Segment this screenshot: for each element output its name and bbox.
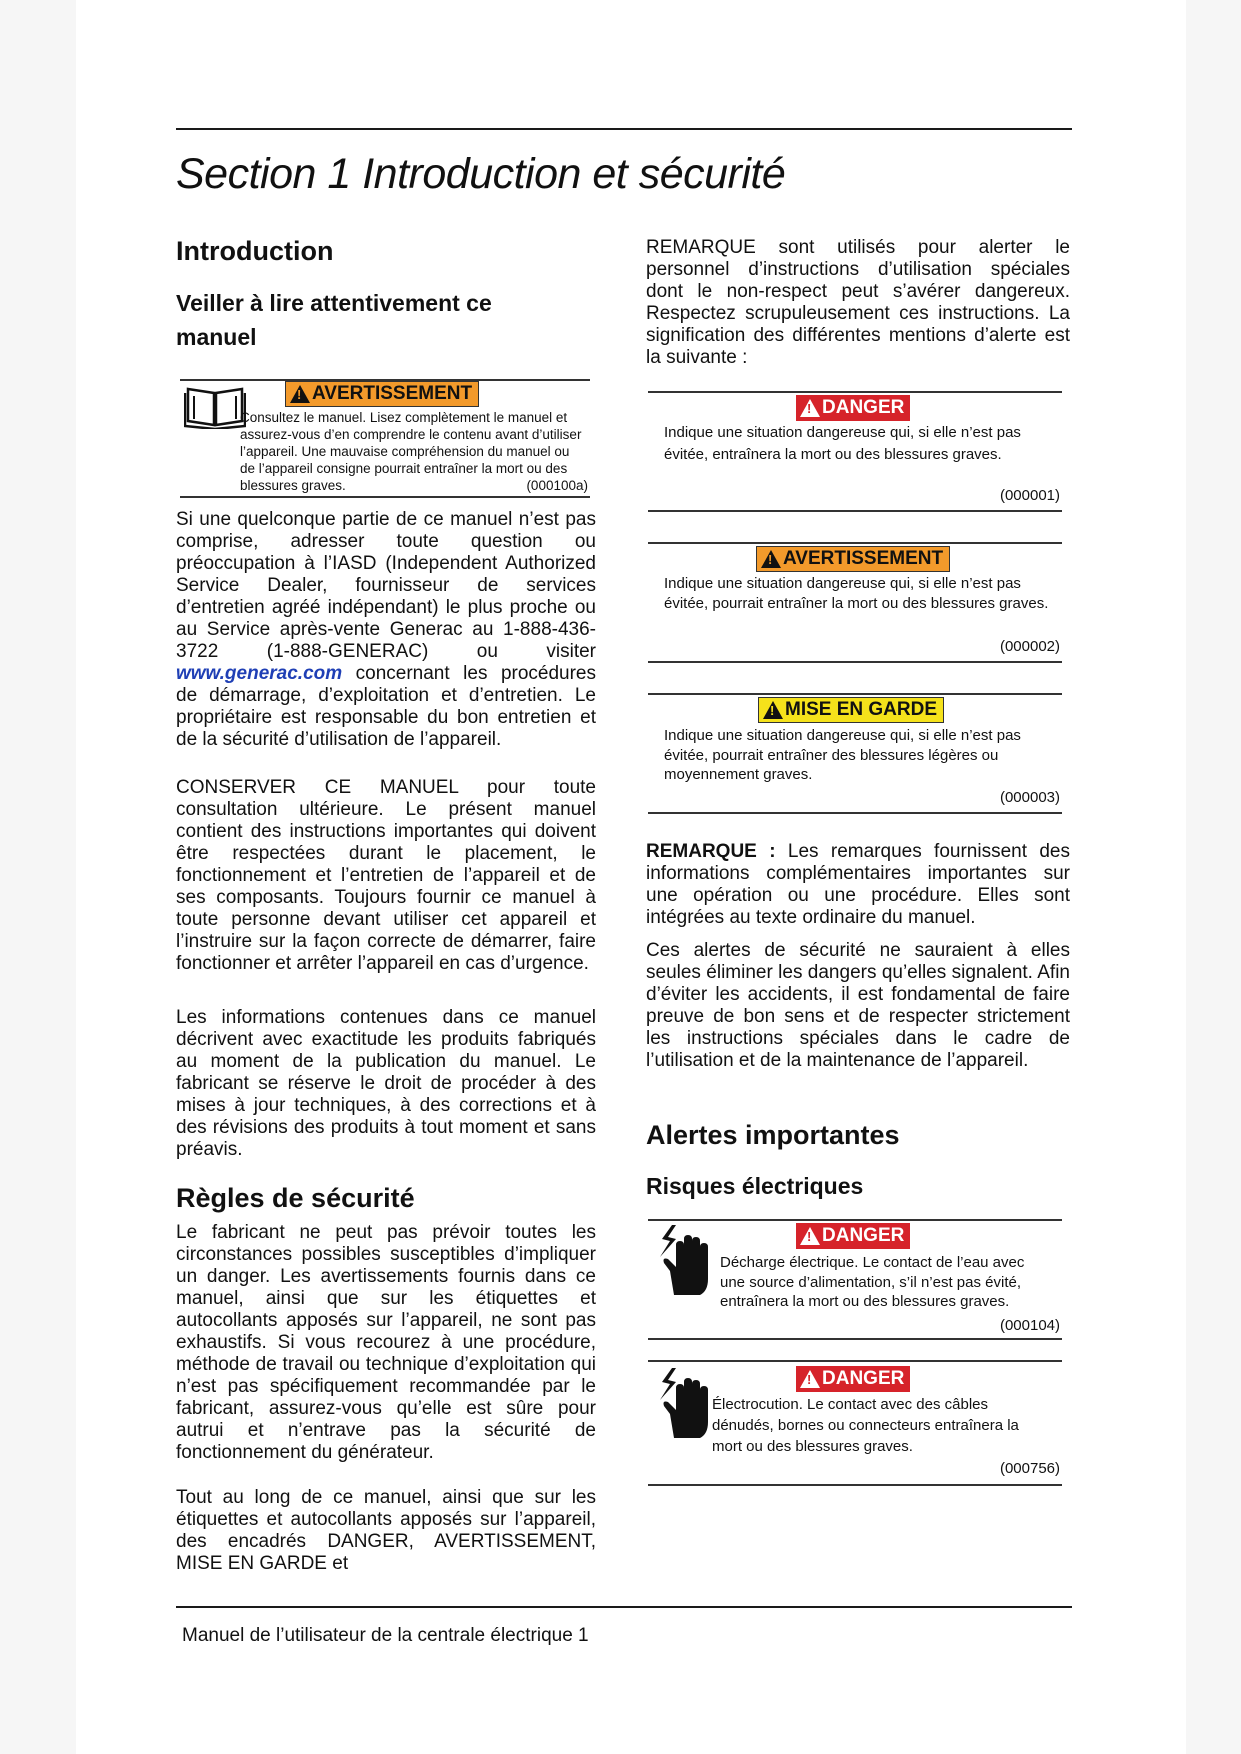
generac-link[interactable]: www.generac.com (176, 663, 343, 684)
warning-triangle-icon (761, 550, 781, 568)
header-rule (176, 128, 1072, 130)
danger-text: Indique une situation dangereuse qui, si elle n’est pas évitée, entraînera la mort ou des blessures graves. (664, 424, 1021, 463)
caution-text: Indique une situation dangereuse qui, si elle n’est pas évitée, pourrait entraîner des blessures légères ou moyennement graves. (664, 727, 1021, 783)
safety-heading: Règles de sécurité (176, 1183, 415, 1213)
intro-heading: Introduction (176, 236, 334, 266)
danger-alert (648, 391, 1062, 511)
footer-rule (176, 1606, 1072, 1608)
warning-alert (648, 542, 1062, 662)
warning-triangle-icon (800, 1370, 820, 1388)
alerts-paragraph: Ces alertes de sécurité ne sauraient à elles seules éliminer les dangers qu’elles signalent. Afin d’éviter les accidents, il est fondamental de faire preuve de bon sens et de respecter strictement les instructions spéciales dans le cadre de l’utilisation et de la maintenance de l’appareil. (646, 940, 1070, 1071)
caution-badge: ! MISE EN GARDE (758, 697, 944, 723)
warning-triangle-icon (290, 385, 310, 403)
danger-badge: ! DANGER (796, 395, 910, 421)
warning-triangle-icon (800, 1227, 820, 1245)
electrocution-alert (648, 1360, 1062, 1485)
caution-code: (000003) (999, 789, 1060, 806)
electric-shock-hand-icon (654, 1223, 714, 1297)
intro-paragraph-3: Les informations contenues dans ce manuel décrivent avec exactitude les produits fabriqués au moment de la publication du manuel. Le fabricant se réserve le droit de procéder à des mises à jour techniques, à des corrections et à des révisions des produits à tout moment et sans préavis. (176, 1007, 596, 1160)
caution-alert (648, 693, 1062, 813)
manual-alert-text: Consultez le manuel. Lisez complètement le manuel et assurez-vous d’en comprendre le contenu avant d’utiliser l’appareil. Une mauvaise compréhension du manuel ou de l’appareil consigne pourrait entraîner la mort ou des blessures graves. (240, 410, 582, 493)
intro-paragraph-2: CONSERVER CE MANUEL pour toute consultation ultérieure. Le présent manuel contient des instructions importantes qui doivent être respectées durant le placement, le fonctionnement et l’entretien de l’appareil et de ses composants. Toujours fournir ce manuel à toute personne devant utiliser cet appareil et l’instruire sur la façon correcte de démarrer, faire fonctionner et arrêter l’appareil en cas d’urgence. (176, 777, 596, 974)
electric-shock-badge: ! DANGER (796, 1223, 910, 1249)
important-alerts-heading: Alertes importantes (646, 1120, 900, 1150)
manual-alert-badge: ! AVERTISSEMENT (285, 381, 479, 407)
warning-text: Indique une situation dangereuse qui, si elle n’est pas évitée, pourrait entraîner la mort ou des blessures graves. (664, 575, 1049, 612)
manual-alert (180, 379, 590, 497)
electrocution-hand-icon (654, 1366, 714, 1440)
remark-paragraph: REMARQUE : Les remarques fournissent des informations complémentaires importantes sur une opération ou une procédure. Elles sont intégrées au texte ordinaire du manuel. (646, 841, 1070, 928)
electric-shock-text: Décharge électrique. Le contact de l’eau avec une source d’alimentation, s’il n’est pas évité, entraînera la mort ou des blessures graves. (720, 1254, 1025, 1310)
electric-shock-code: (000104) (999, 1317, 1060, 1334)
warning-badge: ! AVERTISSEMENT (756, 546, 950, 572)
remark-intro-paragraph: REMARQUE sont utilisés pour alerter le personnel d’instructions d’utilisation spéciales dont le non-respect peut s’avérer dangereux. Respectez scrupuleusement ces instructions. La signification des différentes mentions d’alerte est la suivante : (646, 237, 1070, 368)
footer-text: Manuel de l’utilisateur de la centrale électrique 1 (182, 1625, 589, 1646)
manual-alert-code: (000100a) (526, 478, 588, 493)
intro-paragraph-1: Si une quelconque partie de ce manuel n’est pas comprise, adresser toute question ou préoccupation à l’IASD (Independent Authorized Service Dealer, fournisseur de services d’entretien agréé indépendant) le plus proche ou au Service après-vente Generac au 1-888-436-3722 (1-888-GENERAC) ou visiter www.generac.com concernant les procédures de démarrage, d’exploitation et d’entretien. Le propriétaire est responsable du bon entretien et de la sécurité d’utilisation de l’appareil. (176, 509, 596, 750)
warning-code: (000002) (999, 638, 1060, 655)
section-title: Section 1 Introduction et sécurité (176, 150, 786, 198)
electrocution-code: (000756) (999, 1460, 1060, 1477)
electrocution-badge: ! DANGER (796, 1366, 910, 1392)
intro-subheading: Veiller à lire attentivement ce manuel (176, 290, 492, 350)
warning-triangle-icon (800, 399, 820, 417)
electric-risks-heading: Risques électriques (646, 1173, 864, 1199)
warning-triangle-icon (763, 701, 783, 719)
book-icon (184, 383, 246, 429)
electric-shock-alert (648, 1219, 1062, 1339)
safety-paragraph-1: Le fabricant ne peut pas prévoir toutes les circonstances possibles susceptibles d’impliquer un danger. Les avertissements fournis dans ce manuel, ainsi que sur les étiquettes et autocollants apposés sur l’appareil, ne sont pas exhaustifs. Si vous recourez à une procédure, méthode de travail ou technique d’exploitation qui n’est pas spécifiquement recommandée par le fabricant, assurez-vous qu’elle est sûre pour autrui et n’entrave pas la sécurité de fonctionnement du générateur. (176, 1222, 596, 1463)
danger-code: (000001) (999, 487, 1060, 504)
safety-paragraph-2: Tout au long de ce manuel, ainsi que sur les étiquettes et autocollants apposés sur l’appareil, des encadrés DANGER, AVERTISSEMENT, MISE EN GARDE et (176, 1487, 596, 1574)
electrocution-text: Électrocution. Le contact avec des câbles dénudés, bornes ou connecteurs entraînera la mort ou des blessures graves. (712, 1396, 1019, 1455)
